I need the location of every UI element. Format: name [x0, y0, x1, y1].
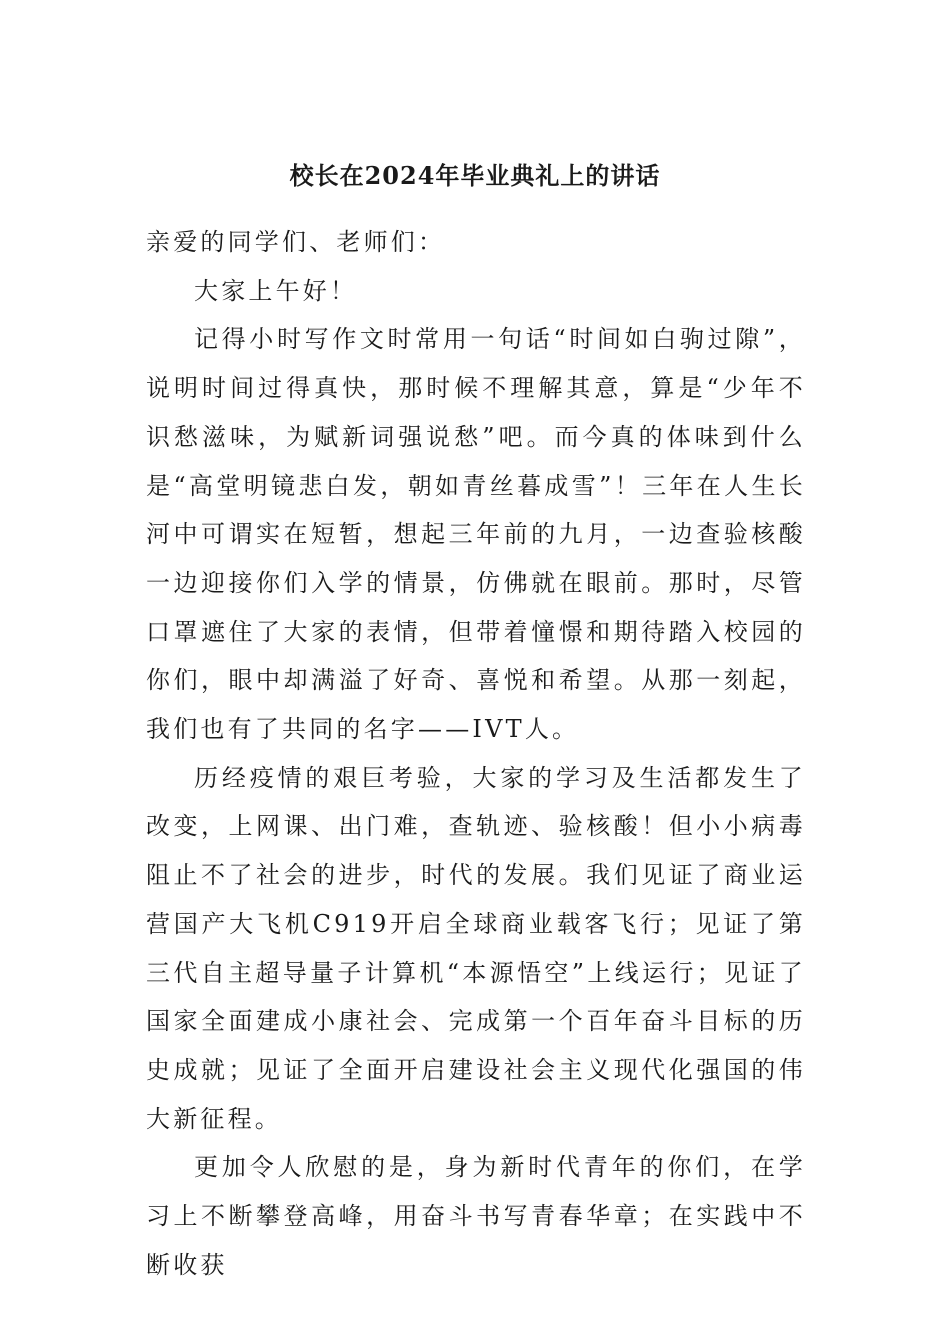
paragraph-greeting: 大家上午好！	[194, 276, 358, 305]
paragraph-pandemic: 历经疫情的艰巨考验，大家的学习及生活都发生了改变，上网课、出门难，查轨迹、验核酸！但小小病毒阻止不了社会的进步，时代的发展。我们见证了商业运营国产大飞机C919开启全球商业载客飞行；见证了第三代自主超导量子计算机“本源悟空”上线运行；见证了国家全面建成小康社会、完成第一个百年奋斗目标的历史成就；见证了全面开启建设社会主义现代化强国的伟大新征程。	[146, 763, 806, 1133]
paragraph-achievements: 更加令人欣慰的是，身为新时代青年的你们，在学习上不断攀登高峰，用奋斗书写青春华章；在实践中不断收获	[146, 1153, 806, 1279]
speech-body	[146, 218, 806, 1289]
salutation: 亲爱的同学们、老师们：	[146, 228, 446, 256]
speech-title: 校长在2024年毕业典礼上的讲话	[289, 161, 661, 190]
paragraph-memories: 记得小时写作文时常用一句话“时间如白驹过隙”，说明时间过得真快，那时候不理解其意，算是“少年不识愁滋味，为赋新词强说愁”吧。而今真的体味到什么是“高堂明镜悲白发，朝如青丝暮成雪”！三年在人生长河中可谓实在短暂，想起三年前的九月，一边查验核酸一边迎接你们入学的情景，仿佛就在眼前。那时，尽管口罩遮住了大家的表情，但带着憧憬和期待踏入校园的你们，眼中却满溢了好奇、喜悦和希望。从那一刻起，我们也有了共同的名字——IVT人。	[146, 325, 806, 744]
